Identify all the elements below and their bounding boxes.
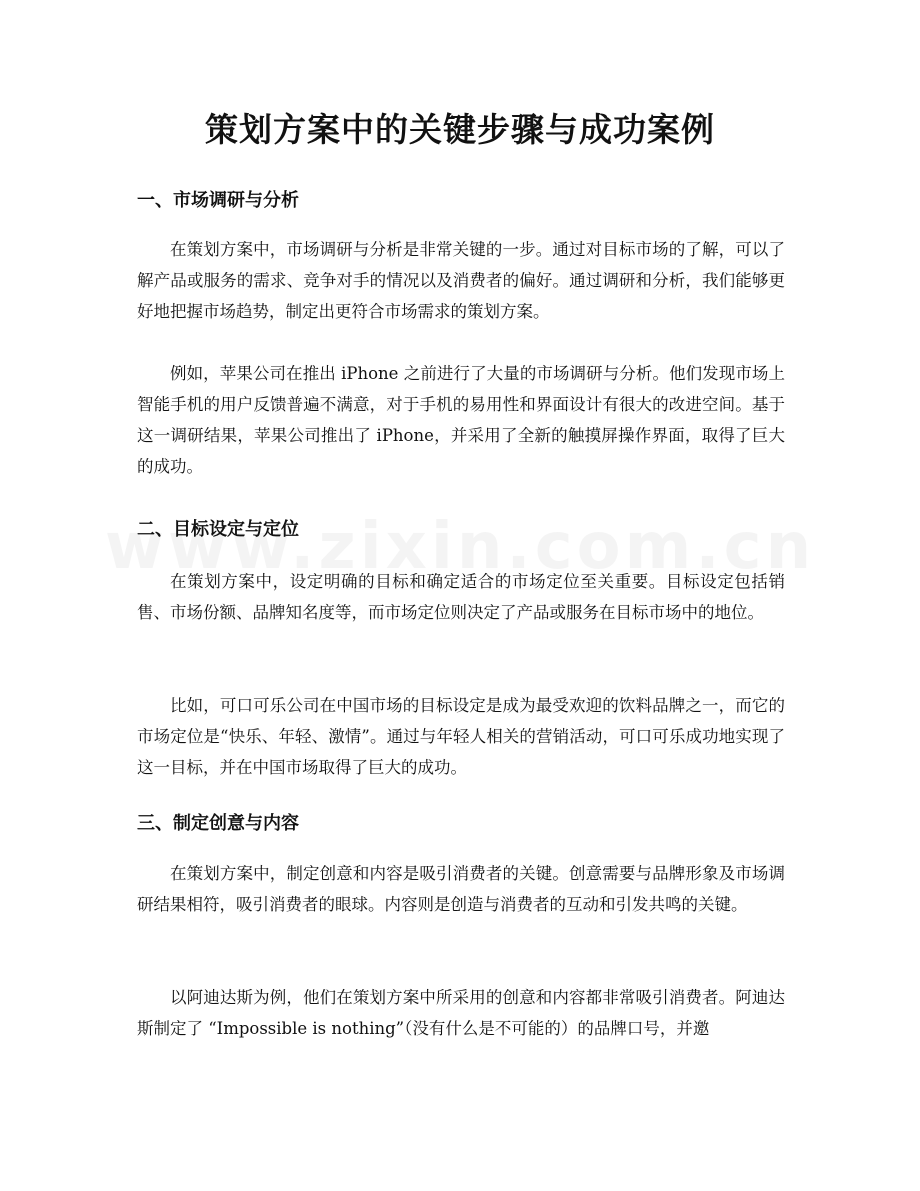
section-heading-2: 二、目标设定与定位 bbox=[137, 519, 299, 540]
section-3-paragraph-2: 以阿迪达斯为例，他们在策划方案中所采用的创意和内容都非常吸引消费者。阿迪达斯制定了 “Impossible is nothing”（没有什么是不可能的）的品牌口号，并邀 bbox=[137, 988, 785, 1038]
document-title: 策划方案中的关键步骤与成功案例 bbox=[205, 110, 715, 149]
section-heading-3: 三、制定创意与内容 bbox=[137, 813, 299, 834]
section-1-paragraph-2: 例如，苹果公司在推出 iPhone 之前进行了大量的市场调研与分析。他们发现市场上智能手机的用户反馈普遍不满意，对于手机的易用性和界面设计有很大的改进空间。基于这一调研结果，苹果公司推出了 iPhone，并采用了全新的触摸屏操作界面，取得了巨大的成功。 bbox=[137, 364, 785, 476]
section-2-paragraph-1: 在策划方案中，设定明确的目标和确定适合的市场定位至关重要。目标设定包括销售、市场份额、品牌知名度等，而市场定位则决定了产品或服务在目标市场中的地位。 bbox=[137, 572, 785, 622]
section-2-paragraph-2: 比如，可口可乐公司在中国市场的目标设定是成为最受欢迎的饮料品牌之一，而它的市场定位是“快乐、年轻、激情”。通过与年轻人相关的营销活动，可口可乐成功地实现了这一目标，并在中国市场取得了巨大的成功。 bbox=[137, 696, 785, 777]
section-heading-1: 一、市场调研与分析 bbox=[137, 190, 299, 211]
section-1-paragraph-1: 在策划方案中，市场调研与分析是非常关键的一步。通过对目标市场的了解，可以了解产品或服务的需求、竞争对手的情况以及消费者的偏好。通过调研和分析，我们能够更好地把握市场趋势，制定出更符合市场需求的策划方案。 bbox=[137, 240, 785, 321]
section-3-paragraph-1: 在策划方案中，制定创意和内容是吸引消费者的关键。创意需要与品牌形象及市场调研结果相符，吸引消费者的眼球。内容则是创造与消费者的互动和引发共鸣的关键。 bbox=[137, 864, 785, 914]
